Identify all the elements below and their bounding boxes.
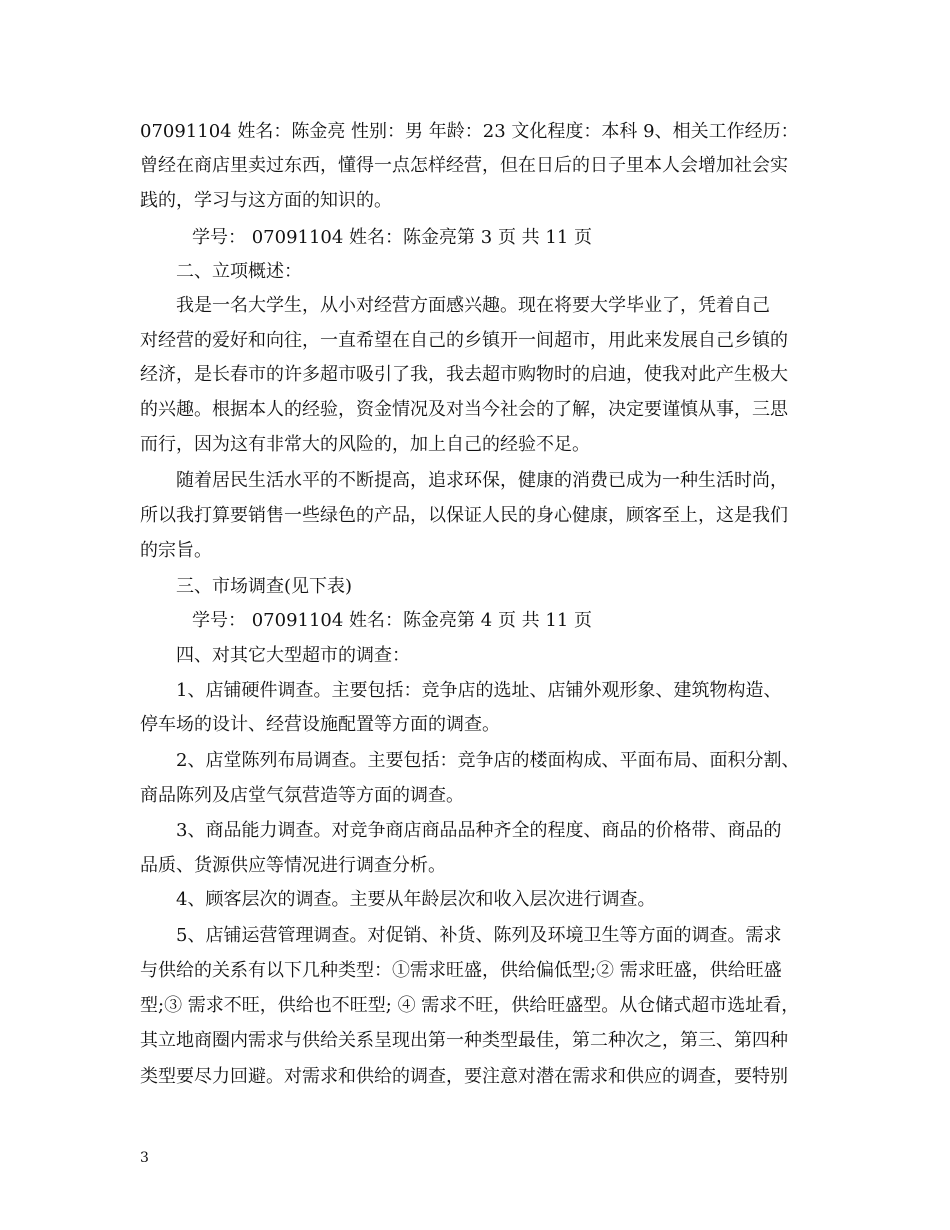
text-line: 随着居民生活水平的不断提高，追求环保，健康的消费已成为一种生活时尚， (176, 470, 788, 491)
page-footer-line: 学号： 07091104 姓名：陈金亮第 3 页 共 11 页 (192, 227, 593, 248)
text-line: 与供给的关系有以下几种类型：①需求旺盛，供给偏低型;② 需求旺盛，供给旺盛 (140, 960, 782, 981)
text-line: 我是一名大学生，从小对经营方面感兴趣。现在将要大学毕业了，凭着自己 (176, 295, 770, 316)
text-line: 而行，因为这有非常大的风险的，加上自己的经验不足。 (140, 434, 590, 455)
text-line: 对经营的爱好和向往，一直希望在自己的乡镇开一间超市，用此来发展自己乡镇的 (140, 330, 788, 351)
text-line: 经济，是长春市的许多超市吸引了我，我去超市购物时的启迪，使我对此产生极大 (140, 364, 788, 385)
text-line: 商品陈列及店堂气氛营造等方面的调查。 (140, 785, 464, 806)
text-line: 3、商品能力调查。对竞争商店商品品种齐全的程度、商品的价格带、商品的 (176, 820, 782, 841)
text-line: 07091104 姓名：陈金亮 性别：男 年龄：23 文化程度：本科 9、相关工作经历： (140, 121, 799, 142)
text-line: 5、店铺运营管理调查。对促销、补货、陈列及环境卫生等方面的调查。需求 (176, 925, 782, 946)
text-line: 2、店堂陈列布局调查。主要包括：竞争店的楼面构成、平面布局、面积分割、 (176, 750, 800, 771)
page-number: 3 (140, 1150, 149, 1166)
text-line: 4、顾客层次的调查。主要从年龄层次和收入层次进行调查。 (176, 889, 656, 910)
page-footer-line: 学号： 07091104 姓名：陈金亮第 4 页 共 11 页 (192, 610, 593, 631)
section-heading: 三、市场调查(见下表) (176, 576, 353, 597)
text-line: 的宗旨。 (140, 540, 212, 561)
text-line: 1、店铺硬件调查。主要包括：竞争店的选址、店铺外观形象、建筑物构造、 (176, 680, 782, 701)
text-line: 的兴趣。根据本人的经验，资金情况及对当今社会的了解，决定要谨慎从事，三思 (140, 399, 788, 420)
section-heading: 二、立项概述： (176, 261, 302, 282)
text-line: 类型要尽力回避。对需求和供给的调查，要注意对潜在需求和供应的调查，要特别 (140, 1066, 788, 1087)
section-heading: 四、对其它大型超市的调查： (176, 645, 410, 666)
text-line: 其立地商圈内需求与供给关系呈现出第一种类型最佳，第二种次之，第三、第四种 (140, 1030, 788, 1051)
text-line: 所以我打算要销售一些绿色的产品，以保证人民的身心健康，顾客至上，这是我们 (140, 505, 788, 526)
text-line: 曾经在商店里卖过东西，懂得一点怎样经营，但在日后的日子里本人会增加社会实 (140, 155, 788, 176)
text-line: 品质、货源供应等情况进行调查分析。 (140, 855, 446, 876)
text-line: 停车场的设计、经营设施配置等方面的调查。 (140, 714, 500, 735)
text-line: 践的，学习与这方面的知识的。 (140, 190, 392, 211)
text-line: 型;③ 需求不旺，供给也不旺型; ④ 需求不旺，供给旺盛型。从仓储式超市选址看， (140, 995, 800, 1016)
